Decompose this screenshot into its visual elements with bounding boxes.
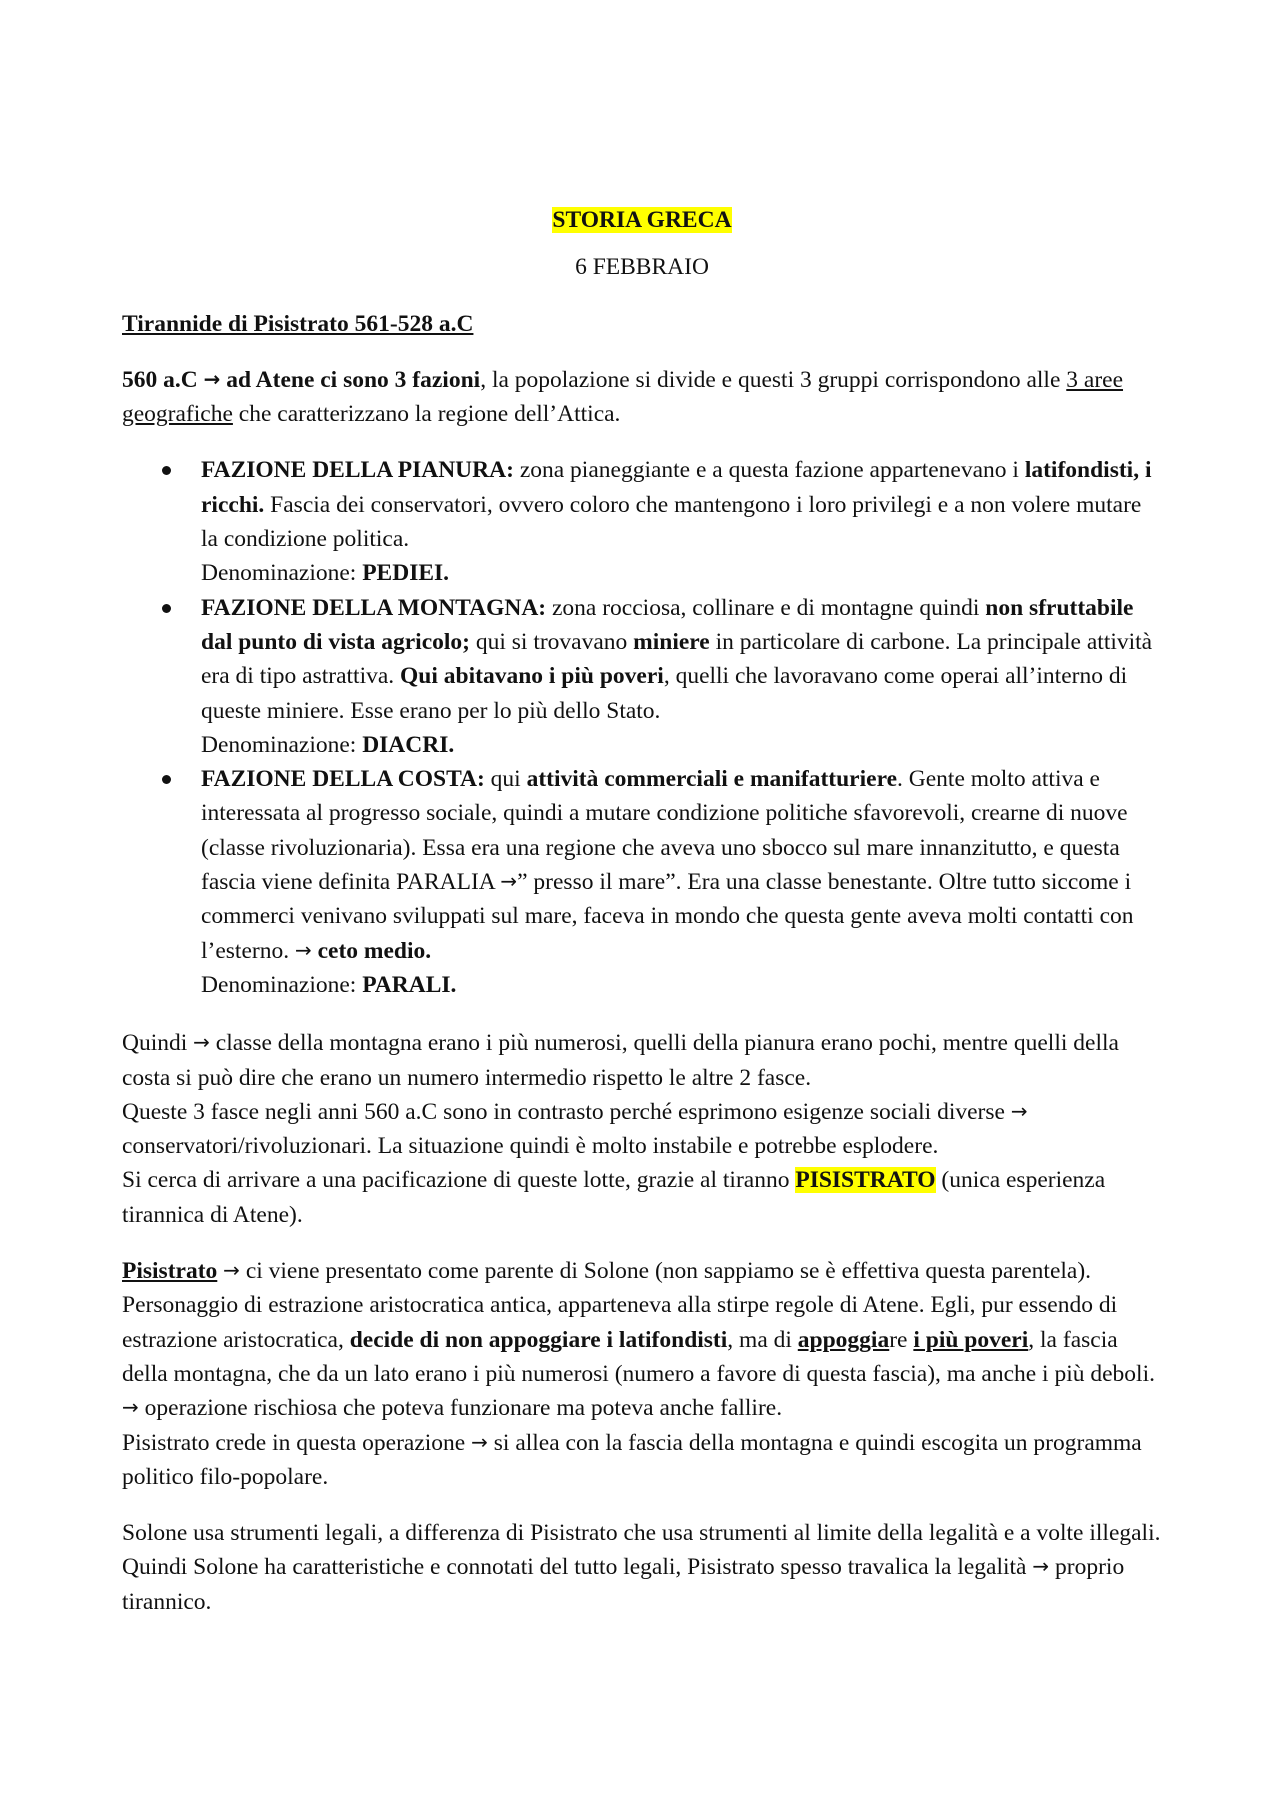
summary-text: Si cerca di arrivare a una pacificazione di queste lotte, grazie al tiranno (122, 1167, 796, 1194)
faction-text: ” presso il mare”. Era una classe benestante. Oltre tutto siccome i commerci venivano sviluppati sul mare, faceva in mondo che questa gente aveva molti contatti con l’esterno. (201, 869, 1134, 964)
solone-text: Solone usa strumenti legali, a differenza di Pisistrato che usa strumenti al limite della legalità e a volte illegali. Quindi Solone ha caratteristiche e connotati del tutto legali, Pisistrato spesso travalica la legalità (122, 1520, 1161, 1581)
faction-bold: Qui abitavano i più poveri (400, 663, 664, 690)
arrow-icon: → (193, 1030, 210, 1055)
intro-strong: ad Atene ci sono 3 fazioni (226, 366, 481, 393)
faction-name: FAZIONE DELLA COSTA: (201, 766, 485, 793)
denomination-value: PARALI. (362, 971, 457, 998)
faction-bold: miniere (633, 628, 710, 655)
title-text: STORIA GRECA (552, 207, 732, 233)
arrow-icon: → (500, 869, 518, 894)
summary-text: classe della montagna erano i più numerosi, quelli della pianura erano pochi, mentre quelli della costa si può dire che erano un numero intermedio rispetto le altre 2 fasce. (122, 1030, 1119, 1091)
pisistrato-bold: decide di non appoggiare i latifondisti (349, 1326, 728, 1353)
faction-item-pianura (122, 453, 1162, 590)
faction-bold: non sfruttabile dal punto di vista agricolo; (201, 594, 1134, 655)
pisistrato-name: Pisistrato (122, 1258, 218, 1285)
solone-text: proprio tirannico. (122, 1554, 1125, 1615)
faction-text: . Gente molto attiva e interessata al progresso sociale, quindi a mutare condizione politiche sfavorevoli, crearne di nuove (classe rivoluzionaria). Essa era una regione che aveva uno sbocco sul mare innanzitutto, e questa fascia viene definita PARALIA (201, 766, 1128, 896)
faction-text: zona rocciosa, collinare e di montagne quindi (546, 594, 986, 621)
faction-text: Fascia dei conservatori, ovvero coloro che mantengono i loro privilegi e a non volere mutare la condizione politica. (201, 491, 1142, 553)
intro-text-2: che caratterizzano la regione dell’Attica. (232, 401, 621, 428)
pisistrato-text: , la fascia della montagna, che da un lato erano i più numerosi (numero a favore di questa fascia), ma anche i più deboli. (122, 1326, 1155, 1387)
arrow-icon: → (294, 937, 312, 962)
summary-text: Quindi (122, 1030, 194, 1057)
faction-item-costa (122, 762, 1162, 1002)
arrow-icon: → (471, 1429, 488, 1454)
faction-bold: ceto medio. (311, 937, 432, 964)
arrow-icon: → (203, 366, 221, 391)
faction-item-montagna (122, 591, 1162, 762)
arrow-icon: → (1010, 1098, 1028, 1123)
pisistrato-text: si allea con la fascia della montagna e quindi escogita un programma politico filo-popolare. (122, 1429, 1142, 1490)
faction-text: in particolare di carbone. La principale attività era di tipo astrattiva. (201, 628, 1153, 690)
solone-paragraph (122, 1516, 1162, 1619)
arrow-icon: → (122, 1395, 139, 1420)
bullet-icon (162, 775, 171, 784)
intro-paragraph (122, 363, 1162, 432)
faction-text: qui si trovavano (469, 628, 634, 655)
section-heading-text: Tirannide di Pisistrato 561-528 a.C (122, 310, 474, 337)
pisistrato-text: operazione rischiosa che poteva funzionare ma poteva anche fallire. (138, 1395, 783, 1422)
page-title (122, 203, 1162, 237)
pisistrato-bold-underlined: i più poveri (913, 1326, 1029, 1353)
bullet-icon (162, 604, 171, 613)
pisistrato-text: re (889, 1326, 914, 1353)
denomination-value: PEDIEI. (362, 560, 450, 587)
highlight-pisistrato: PISISTRATO (795, 1167, 936, 1194)
pisistrato-text: Pisistrato crede in questa operazione (122, 1429, 472, 1456)
date-line (122, 250, 1162, 284)
intro-underlined: 3 aree geografiche (122, 366, 1124, 428)
faction-bold: attività commerciali e manifatturiere (526, 766, 898, 793)
denomination-label: Denominazione: (201, 731, 363, 758)
faction-text: , quelli che lavoravano come operai all’interno di queste miniere. Esse erano per lo più dello Stato. (201, 663, 1128, 724)
section-heading (122, 307, 1162, 341)
pisistrato-text: , ma di (727, 1326, 798, 1353)
faction-name: FAZIONE DELLA MONTAGNA: (201, 594, 547, 621)
summary-text: conservatori/rivoluzionari. La situazione quindi è molto instabile e potrebbe esplodere. (122, 1133, 939, 1160)
intro-year: 560 a.C (122, 366, 198, 393)
faction-text: qui (484, 766, 527, 793)
summary-text: (unica esperienza tirannica di Atene). (122, 1167, 1106, 1228)
pisistrato-paragraph (122, 1254, 1162, 1494)
summary-paragraph (122, 1026, 1162, 1232)
arrow-icon: → (1032, 1554, 1050, 1579)
denomination-label: Denominazione: (201, 560, 363, 587)
denomination-label: Denominazione: (201, 971, 363, 998)
denomination-value: DIACRI. (362, 731, 455, 758)
faction-bold: latifondisti, i ricchi. (201, 457, 1152, 518)
faction-text: zona pianeggiante e a questa fazione appartenevano i (513, 457, 1025, 484)
date-text: 6 FEBBRAIO (575, 254, 709, 281)
factions-list (122, 453, 1162, 1002)
arrow-icon: → (223, 1258, 240, 1283)
summary-text: Queste 3 fasce negli anni 560 a.C sono in contrasto perché esprimono esigenze sociali diverse (122, 1098, 1011, 1125)
intro-text-1: , la popolazione si divide e questi 3 gruppi corrispondono alle (480, 366, 1067, 393)
document-body (122, 203, 1162, 1641)
pisistrato-bold-underlined: appoggia (797, 1326, 890, 1353)
pisistrato-text: ci viene presentato come parente di Solone (non sappiamo se è effettiva questa parentela). Personaggio di estrazione aristocratica antica, apparteneva alla stirpe regole di Atene. Egli, pur essendo di estrazione aristocratica, (122, 1258, 1118, 1353)
faction-name: FAZIONE DELLA PIANURA: (201, 457, 514, 484)
bullet-icon (162, 466, 171, 475)
